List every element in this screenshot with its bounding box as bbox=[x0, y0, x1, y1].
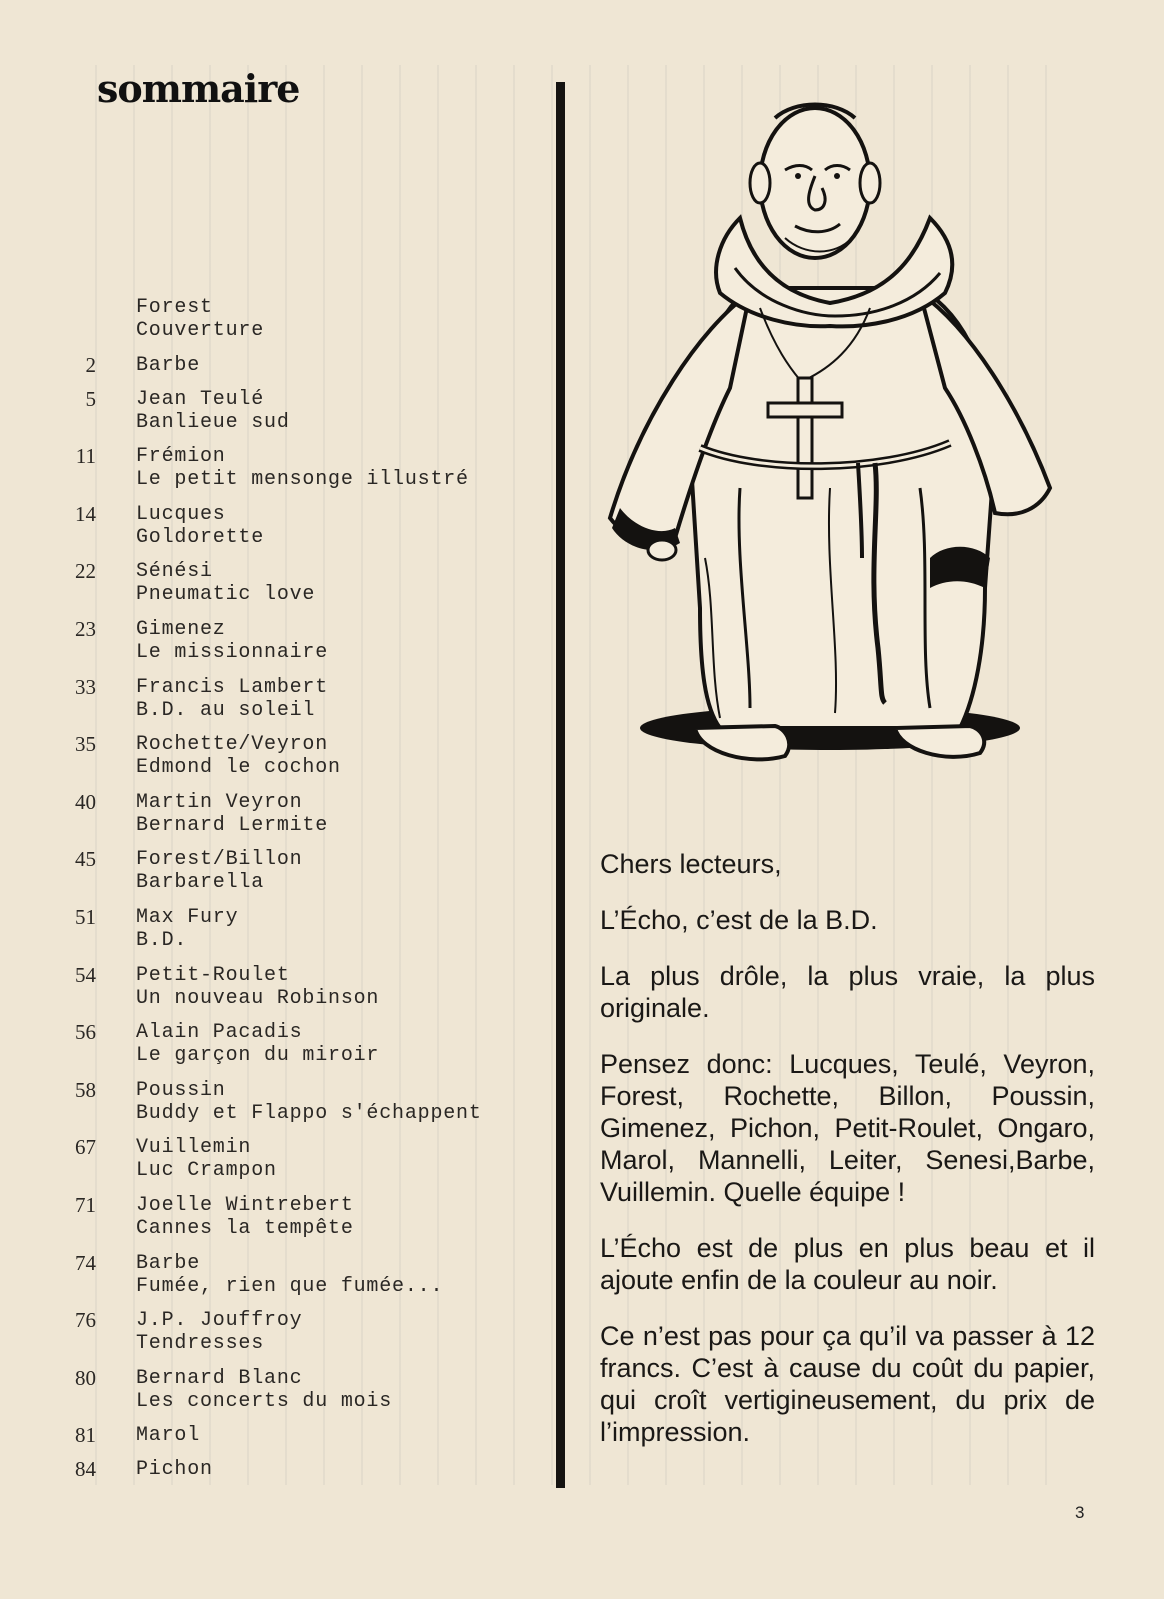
toc-story-title: Fumée, rien que fumée... bbox=[136, 1274, 444, 1298]
crucifix bbox=[798, 378, 812, 498]
toc-page-number: 35 bbox=[75, 732, 96, 757]
toc-entry bbox=[0, 503, 545, 561]
toc-page-number: 33 bbox=[75, 674, 96, 699]
toc-author: Forest bbox=[136, 296, 213, 319]
toc-text bbox=[136, 1021, 379, 1067]
toc-author: Barbe bbox=[136, 353, 201, 377]
letter-paragraph: Pensez donc: Lucques, Teulé, Veyron, Forest, Rochette, Billon, Poussin, Gimenez, Pichon, Petit-Roulet, Ongaro, Marol, Mannelli, Leiter, Senesi,Barbe, Vuillemin. Quelle équipe ! bbox=[600, 1049, 1095, 1207]
letter-paragraph: La plus drôle, la plus vraie, la plus originale. bbox=[600, 961, 1095, 1023]
letter-paragraph: L’Écho est de plus en plus beau et il ajoute enfin de la couleur au noir. bbox=[600, 1233, 1095, 1295]
toc-page-number: 14 bbox=[75, 501, 96, 526]
toc-story-title: Cannes la tempête bbox=[136, 1216, 354, 1240]
toc-story-title: Le garçon du miroir bbox=[136, 1044, 380, 1068]
left-foot bbox=[695, 726, 789, 759]
toc-author: Petit-Roulet bbox=[136, 963, 290, 987]
toc-text bbox=[136, 848, 302, 894]
page-number: 3 bbox=[1075, 1503, 1085, 1522]
toc-page-number: 5 bbox=[85, 386, 96, 411]
toc-author: Alain Pacadis bbox=[136, 1021, 303, 1045]
toc-text bbox=[136, 1367, 392, 1413]
toc-entry bbox=[0, 1194, 545, 1252]
toc-author: Joelle Wintrebert bbox=[136, 1193, 354, 1217]
toc-entry bbox=[0, 296, 545, 354]
toc-text bbox=[136, 791, 328, 837]
monk-illustration bbox=[600, 88, 1060, 798]
toc-page-number: 40 bbox=[75, 789, 96, 814]
toc-story-title: Banlieue sud bbox=[136, 410, 290, 434]
toc-text bbox=[136, 1252, 443, 1298]
toc-page-number: 81 bbox=[75, 1423, 96, 1448]
toc-text bbox=[136, 1309, 302, 1355]
toc-text bbox=[136, 1458, 213, 1481]
toc-author: Gimenez bbox=[136, 617, 226, 641]
toc-story-title: Les concerts du mois bbox=[136, 1389, 393, 1413]
table-of-contents bbox=[0, 296, 545, 1492]
toc-page-number: 74 bbox=[75, 1250, 96, 1275]
toc-author: Vuillemin bbox=[136, 1136, 252, 1160]
toc-story-title: Un nouveau Robinson bbox=[136, 986, 380, 1010]
toc-author: Frémion bbox=[136, 445, 226, 469]
toc-author: Rochette/Veyron bbox=[136, 733, 329, 757]
toc-author: Bernard Blanc bbox=[136, 1366, 303, 1390]
toc-story-title: Le missionnaire bbox=[136, 640, 329, 664]
toc-author: Pichon bbox=[136, 1458, 213, 1482]
toc-story-title: Couverture bbox=[136, 319, 265, 342]
column-divider bbox=[556, 82, 565, 1488]
toc-entry bbox=[0, 1424, 545, 1458]
toc-text bbox=[136, 560, 315, 606]
toc-page-number: 23 bbox=[75, 616, 96, 641]
toc-entry bbox=[0, 1079, 545, 1137]
toc-entry bbox=[0, 445, 545, 503]
toc-text bbox=[136, 296, 264, 342]
page-title: sommaire bbox=[97, 66, 300, 111]
toc-page-number: 76 bbox=[75, 1308, 96, 1333]
toc-page-number: 45 bbox=[75, 847, 96, 872]
toc-entry bbox=[0, 848, 545, 906]
toc-page-number: 54 bbox=[75, 962, 96, 987]
toc-author: Martin Veyron bbox=[136, 790, 303, 814]
toc-text bbox=[136, 354, 200, 377]
toc-page-number: 84 bbox=[75, 1457, 96, 1482]
head bbox=[760, 108, 870, 258]
toc-text bbox=[136, 445, 469, 491]
toc-page-number: 58 bbox=[75, 1077, 96, 1102]
toc-story-title: Buddy et Flappo s'échappent bbox=[136, 1101, 482, 1125]
toc-text bbox=[136, 1079, 482, 1125]
toc-page-number: 71 bbox=[75, 1192, 96, 1217]
toc-entry bbox=[0, 560, 545, 618]
toc-story-title: Pneumatic love bbox=[136, 583, 316, 607]
editorial-letter bbox=[600, 848, 1095, 1472]
toc-text bbox=[136, 1424, 200, 1447]
toc-entry bbox=[0, 676, 545, 734]
toc-story-title: Le petit mensonge illustré bbox=[136, 468, 469, 492]
toc-author: Forest/Billon bbox=[136, 848, 303, 872]
toc-entry bbox=[0, 618, 545, 676]
toc-text bbox=[136, 1194, 354, 1240]
toc-author: J.P. Jouffroy bbox=[136, 1309, 303, 1333]
toc-author: Barbe bbox=[136, 1251, 201, 1275]
toc-entry bbox=[0, 1367, 545, 1425]
toc-text bbox=[136, 906, 238, 952]
toc-story-title: Bernard Lermite bbox=[136, 813, 329, 837]
toc-story-title: Luc Crampon bbox=[136, 1159, 277, 1183]
toc-story-title: Edmond le cochon bbox=[136, 756, 341, 780]
toc-page-number: 2 bbox=[85, 352, 96, 377]
toc-page-number: 67 bbox=[75, 1135, 96, 1160]
toc-entry bbox=[0, 388, 545, 446]
toc-author: Lucques bbox=[136, 502, 226, 526]
toc-entry bbox=[0, 1458, 545, 1492]
toc-story-title: Barbarella bbox=[136, 871, 265, 895]
toc-text bbox=[136, 676, 328, 722]
toc-entry bbox=[0, 354, 545, 388]
toc-author: Jean Teulé bbox=[136, 387, 265, 411]
toc-text bbox=[136, 618, 328, 664]
toc-text bbox=[136, 733, 341, 779]
toc-entry bbox=[0, 733, 545, 791]
toc-author: Poussin bbox=[136, 1078, 226, 1102]
letter-paragraph: Ce n’est pas pour ça qu’il va passer à 12 francs. C’est à cause du coût du papier, qui croît vertigineusement, du prix de l’impression. bbox=[600, 1321, 1095, 1447]
toc-story-title: B.D. au soleil bbox=[136, 698, 316, 722]
right-foot bbox=[895, 726, 984, 757]
toc-author: Marol bbox=[136, 1424, 201, 1448]
toc-entry bbox=[0, 1021, 545, 1079]
toc-page-number: 80 bbox=[75, 1365, 96, 1390]
toc-page-number: 51 bbox=[75, 904, 96, 929]
letter-greeting: Chers lecteurs, bbox=[600, 849, 782, 879]
letter-paragraph: L’Écho, c’est de la B.D. bbox=[600, 905, 878, 935]
toc-text bbox=[136, 964, 379, 1010]
toc-entry bbox=[0, 1309, 545, 1367]
toc-entry bbox=[0, 791, 545, 849]
toc-text bbox=[136, 1136, 277, 1182]
toc-entry bbox=[0, 1252, 545, 1310]
toc-page-number: 56 bbox=[75, 1020, 96, 1045]
toc-author: Max Fury bbox=[136, 905, 239, 929]
toc-entry bbox=[0, 906, 545, 964]
toc-entry bbox=[0, 1136, 545, 1194]
toc-text bbox=[136, 388, 290, 434]
toc-story-title: Goldorette bbox=[136, 525, 265, 549]
toc-story-title: Tendresses bbox=[136, 1332, 265, 1356]
toc-text bbox=[136, 503, 264, 549]
toc-author: Sénési bbox=[136, 560, 213, 584]
toc-story-title: B.D. bbox=[136, 928, 188, 952]
toc-author: Francis Lambert bbox=[136, 675, 329, 699]
toc-entry bbox=[0, 964, 545, 1022]
toc-page-number: 22 bbox=[75, 559, 96, 584]
toc-page-number: 11 bbox=[75, 444, 96, 469]
